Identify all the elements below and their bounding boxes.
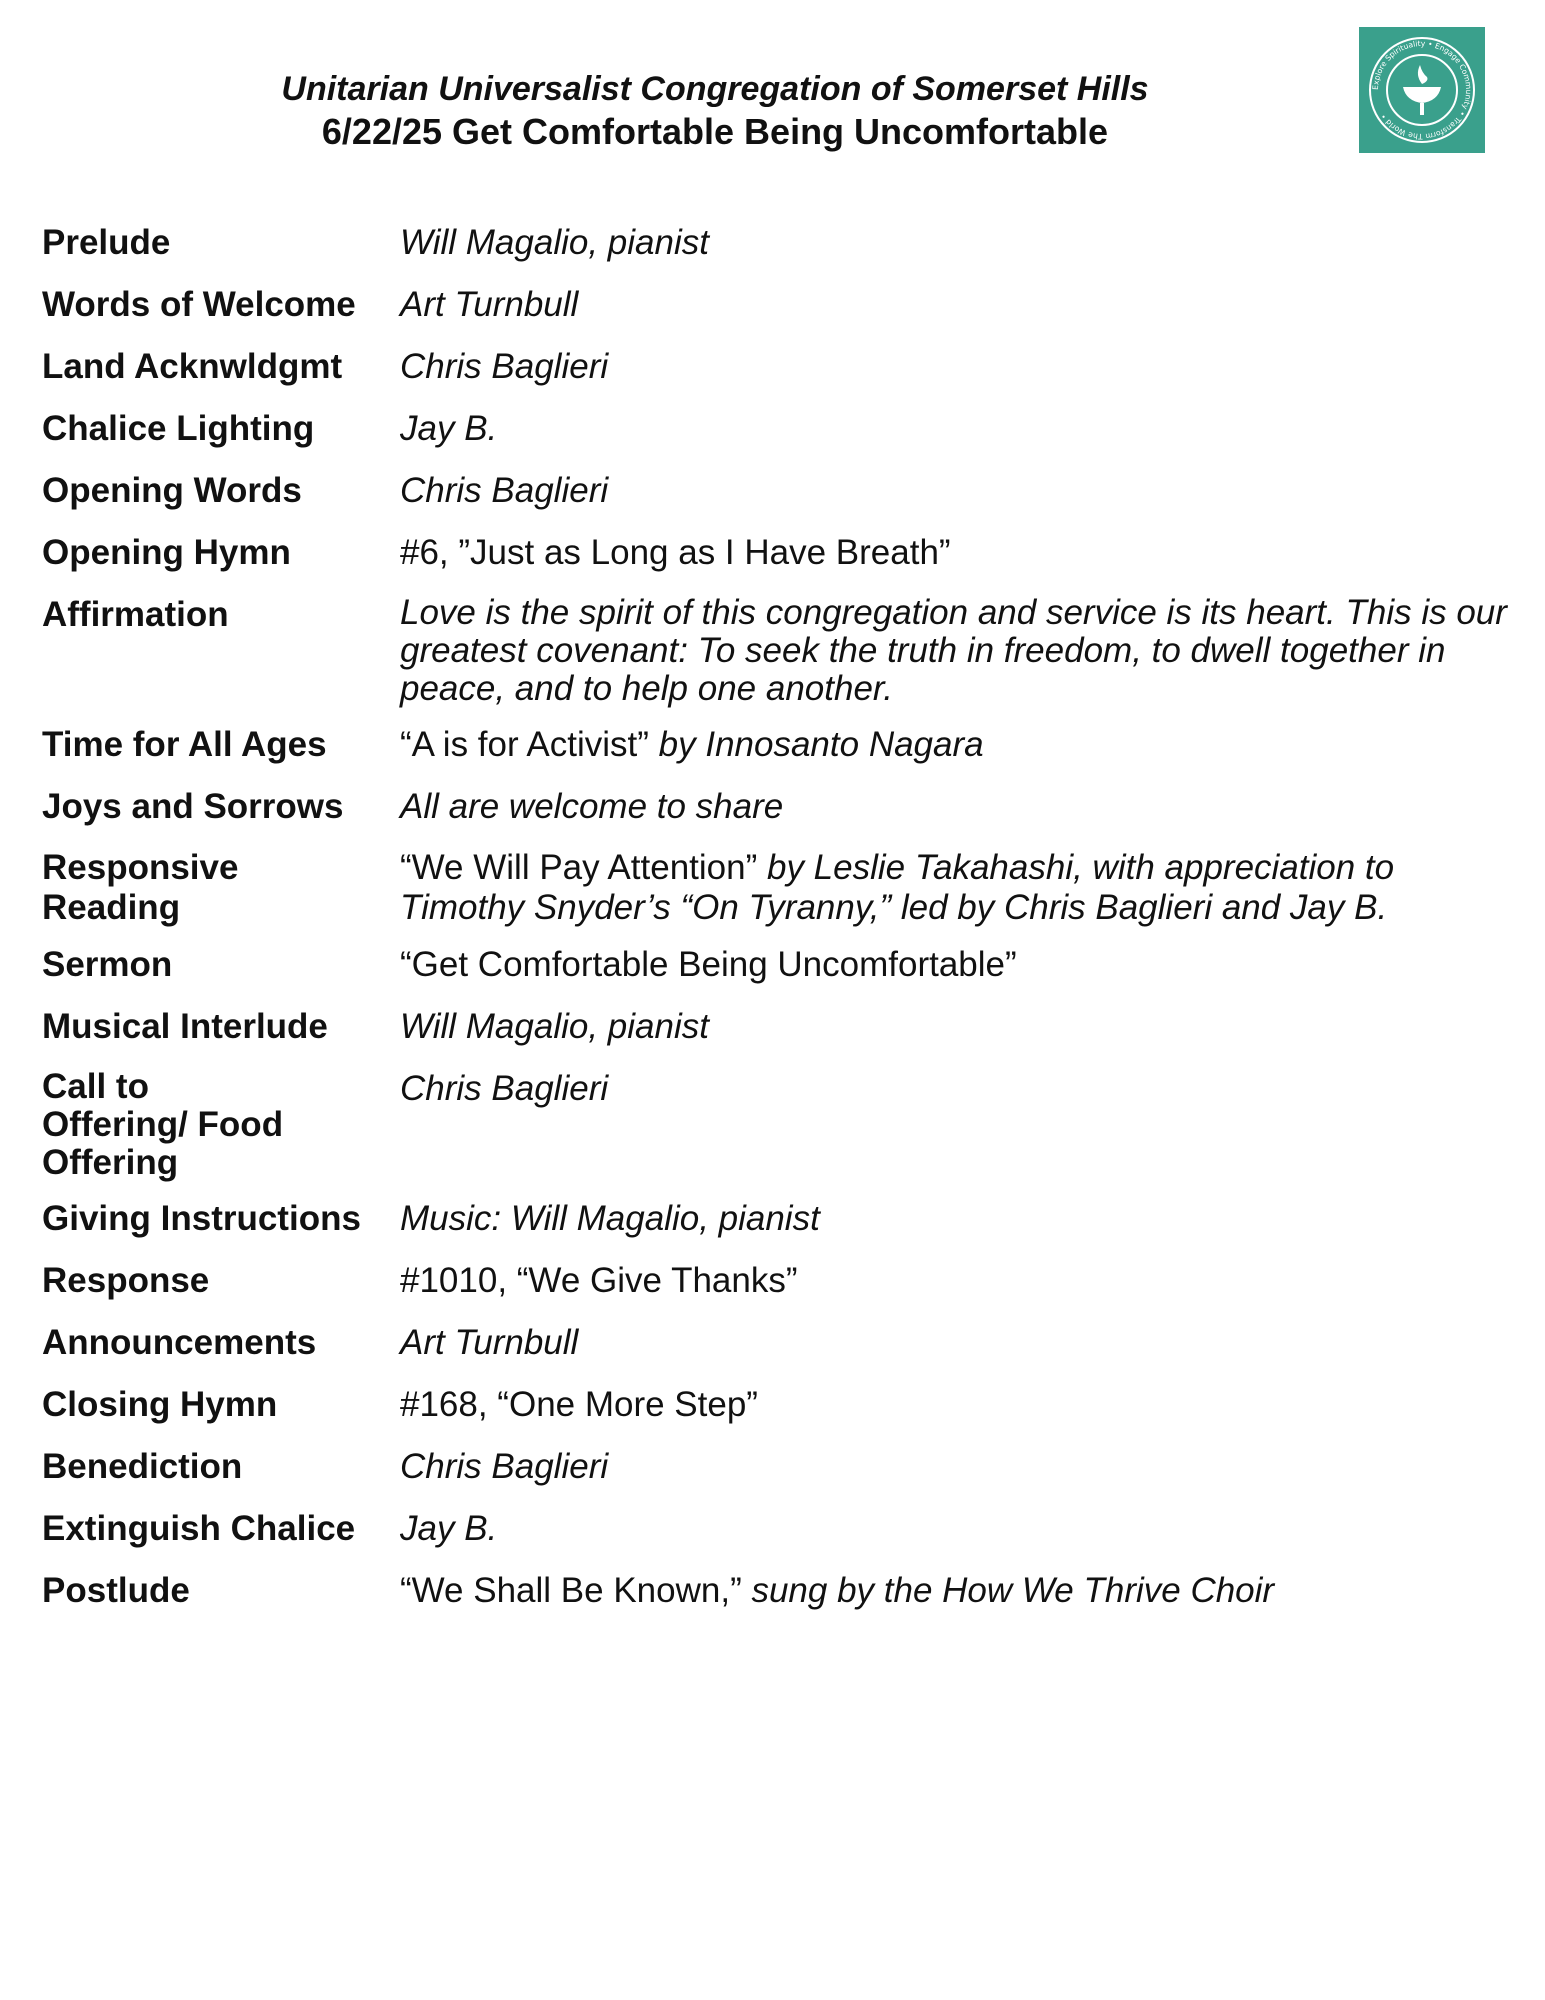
service-item-label: Call to Offering/ Food Offering	[42, 1067, 284, 1182]
service-item	[42, 848, 1522, 928]
service-item-detail	[400, 1198, 1522, 1240]
service-item-detail	[400, 1068, 1522, 1182]
page-header	[0, 68, 1430, 154]
service-item	[42, 222, 1522, 264]
service-item-detail	[400, 1446, 1522, 1488]
service-item	[42, 1068, 1522, 1182]
service-item	[42, 284, 1522, 326]
detail-italic-text: Art Turnbull	[400, 1323, 579, 1362]
service-item	[42, 1322, 1522, 1364]
service-item	[42, 944, 1522, 986]
service-item	[42, 594, 1522, 708]
service-item-detail	[400, 408, 1522, 450]
service-item	[42, 1260, 1522, 1302]
service-item-label: Announcements	[42, 1323, 317, 1362]
detail-italic-text: sung by the How We Thrive Choir	[741, 1571, 1275, 1610]
service-item	[42, 470, 1522, 512]
flaming-chalice-icon	[1359, 27, 1485, 153]
service-item-label: Musical Interlude	[42, 1007, 328, 1046]
service-item-detail	[400, 1260, 1522, 1302]
order-of-service	[42, 222, 1522, 1632]
detail-italic-text: Chris Baglieri	[400, 1447, 609, 1486]
detail-italic-text: Chris Baglieri	[400, 347, 609, 386]
service-title: 6/22/25 Get Comfortable Being Uncomfortable	[321, 111, 1109, 152]
detail-italic-text: All are welcome to share	[400, 787, 784, 826]
service-item	[42, 1384, 1522, 1426]
service-item-label: Sermon	[42, 945, 173, 984]
detail-text: “We Shall Be Known,”	[400, 1571, 742, 1610]
service-item	[42, 1198, 1522, 1240]
logo-ring-text: Explore Spirituality • Engage Community • Transform The World •	[1370, 38, 1474, 142]
service-item	[42, 1508, 1522, 1550]
service-item-detail	[400, 284, 1522, 326]
detail-text: #1010, “We Give Thanks”	[400, 1261, 798, 1300]
service-item-label: Chalice Lighting	[42, 409, 315, 448]
service-item-detail	[400, 786, 1522, 828]
detail-italic-text: Art Turnbull	[400, 285, 579, 324]
service-item	[42, 346, 1522, 388]
service-item-label: Joys and Sorrows	[42, 787, 344, 826]
service-item-detail	[400, 594, 1522, 708]
service-item-label: Opening Hymn	[42, 533, 291, 572]
service-item	[42, 408, 1522, 450]
chalice-logo	[1359, 27, 1485, 153]
service-item	[42, 1446, 1522, 1488]
service-item-detail	[400, 1570, 1522, 1612]
congregation-name: Unitarian Universalist Congregation of Somerset Hills	[281, 70, 1149, 108]
service-item-label: Response	[42, 1261, 210, 1300]
service-item-label: Words of Welcome	[42, 285, 356, 324]
service-item-label: Closing Hymn	[42, 1385, 278, 1424]
detail-italic-text: Chris Baglieri	[400, 471, 609, 510]
service-item-label: Time for All Ages	[42, 725, 327, 764]
detail-text: #6, ”Just as Long as I Have Breath”	[400, 533, 951, 572]
service-item	[42, 532, 1522, 574]
service-item-label: Postlude	[42, 1571, 190, 1610]
detail-italic-text: Music: Will Magalio, pianist	[400, 1199, 820, 1238]
service-item-detail	[400, 1508, 1522, 1550]
service-item	[42, 786, 1522, 828]
service-item	[42, 1006, 1522, 1048]
detail-text: “A is for Activist”	[400, 725, 649, 764]
service-item-detail	[400, 1322, 1522, 1364]
service-item-detail	[400, 724, 1522, 766]
service-item-label: Extinguish Chalice	[42, 1509, 356, 1548]
detail-italic-text: Will Magalio, pianist	[400, 223, 709, 262]
service-item-label: Responsive Reading	[42, 848, 239, 927]
service-item	[42, 724, 1522, 766]
service-item-label: Giving Instructions	[42, 1199, 361, 1238]
detail-text: “Get Comfortable Being Uncomfortable”	[400, 945, 1017, 984]
service-item-detail	[400, 346, 1522, 388]
service-item-detail	[400, 470, 1522, 512]
service-item-label: Opening Words	[42, 471, 302, 510]
detail-text: #168, “One More Step”	[400, 1385, 758, 1424]
service-item-detail	[400, 1384, 1522, 1426]
service-item	[42, 1570, 1522, 1612]
detail-italic-text: Chris Baglieri	[400, 1069, 609, 1108]
detail-italic-text: Love is the spirit of this congregation and service is its heart. This is our greatest covenant: To seek the truth in freedom, to dwell together in peace, and to help one another.	[400, 593, 1507, 708]
service-item-label: Prelude	[42, 223, 171, 262]
detail-italic-text: by Innosanto Nagara	[648, 725, 984, 764]
service-item-detail	[400, 944, 1522, 986]
service-item-label: Affirmation	[42, 595, 229, 634]
service-item-label: Benediction	[42, 1447, 243, 1486]
service-item-detail	[400, 222, 1522, 264]
service-item-detail	[400, 1006, 1522, 1048]
detail-italic-text: Will Magalio, pianist	[400, 1007, 709, 1046]
service-item-detail	[400, 532, 1522, 574]
detail-italic-text: Jay B.	[400, 1509, 498, 1548]
detail-italic-text: by Leslie Takahashi, with appreciation to Timothy Snyder’s “On Tyranny,” led by Chris Baglieri and Jay B.	[400, 848, 1395, 927]
service-item-label: Land Acknwldgmt	[42, 347, 343, 386]
service-item-detail	[400, 848, 1522, 928]
detail-italic-text: Jay B.	[400, 409, 498, 448]
detail-text: “We Will Pay Attention”	[400, 848, 758, 887]
